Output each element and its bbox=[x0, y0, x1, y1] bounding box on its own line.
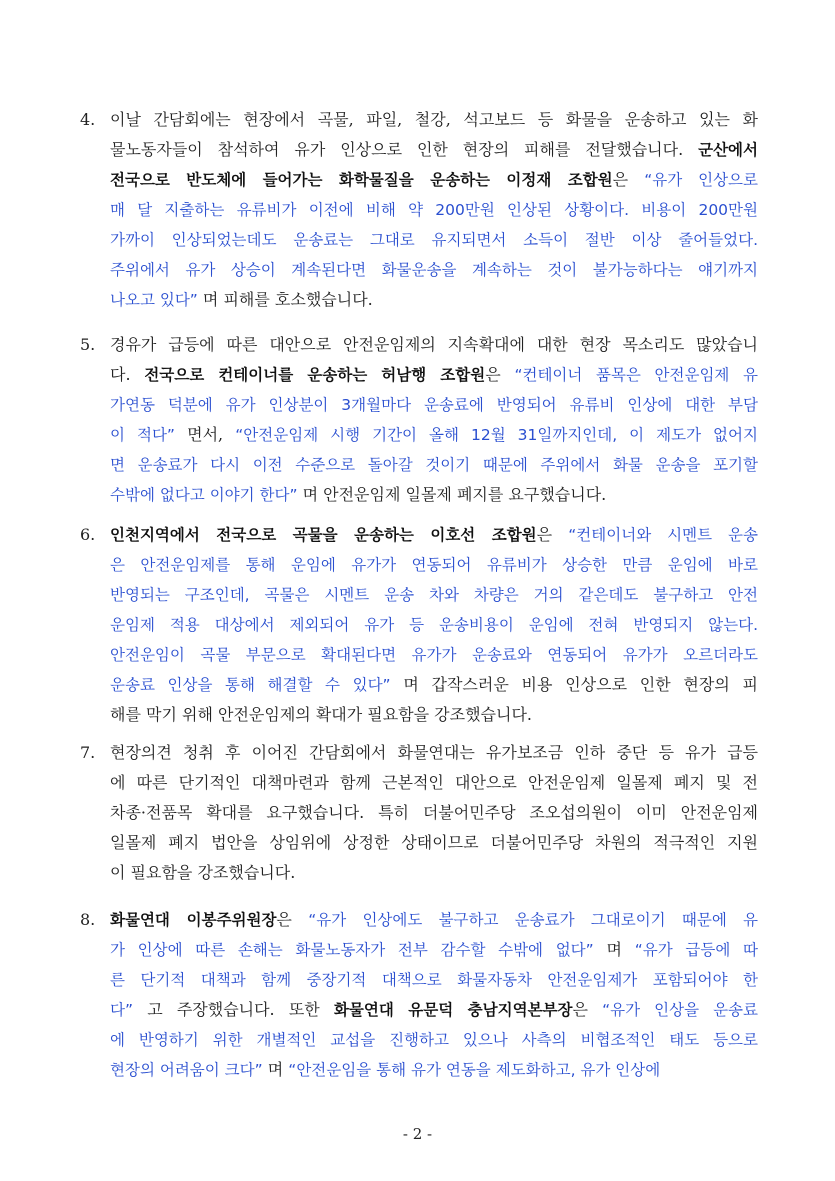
quote-text: 면 운송료가 다시 이전 수준으로 돌아갈 것이기 때문에 주위에서 화물 운송을 포기할 bbox=[110, 456, 758, 474]
body-text: 며 갑작스러운 비용 인상으로 인한 현장의 피 bbox=[390, 675, 758, 694]
body-text: 차종·전품목 확대를 요구했습니다. 특히 더불어민주당 조오섭의원이 이미 안전운임제 bbox=[110, 803, 758, 822]
text-line bbox=[110, 255, 758, 285]
body-text: 물노동자들이 참석하여 유가 인상으로 인한 현장의 피해를 전달했습니다. bbox=[110, 140, 699, 159]
text-line bbox=[110, 700, 758, 730]
quote-text: 가까이 인상되었는데도 운송료는 그대로 유지되면서 소득이 절반 이상 줄어들었다. bbox=[110, 231, 758, 249]
body-text: 며 피해를 호소했습니다. bbox=[197, 290, 373, 309]
quote-text: “컨테이너 품목은 안전운임제 유 bbox=[514, 366, 758, 384]
text-line bbox=[110, 330, 758, 360]
quote-text: 나오고 있다” bbox=[110, 291, 198, 309]
text-line bbox=[110, 965, 758, 995]
speaker-name: 인천지역에서 전국으로 곡물을 운송하는 이호선 조합원 bbox=[110, 526, 537, 544]
text-line bbox=[110, 225, 758, 255]
paragraph-number: 5. bbox=[80, 335, 96, 354]
quote-text: 은 안전운임제를 통해 운임에 유가가 연동되어 유류비가 상승한 만큼 운임에 바로 bbox=[110, 556, 758, 574]
body-text: 며 안전운임제 일몰제 폐지를 요구했습니다. bbox=[297, 485, 607, 504]
quote-text: 안전운임이 곡물 부문으로 확대된다면 유가가 운송료와 연동되어 유가가 오르더라도 bbox=[110, 646, 758, 664]
body-text: 경유가 급등에 따른 대안으로 안전운임제의 지속확대에 대한 현장 목소리도 많았습니 bbox=[110, 335, 758, 354]
text-line bbox=[110, 390, 758, 420]
body-text: 이날 간담회에는 현장에서 곡물, 파일, 철강, 석고보드 등 화물을 운송하고 있는 화 bbox=[110, 110, 758, 129]
quote-text: 수밖에 없다고 이야기 한다” bbox=[110, 486, 298, 504]
text-line bbox=[110, 450, 758, 480]
text-line bbox=[110, 935, 758, 965]
quote-text: 현장의 어려움이 크다” bbox=[110, 1061, 263, 1079]
text-line bbox=[110, 165, 758, 195]
speaker-name: 전국으로 반도체에 들어가는 화학물질을 운송하는 이정재 조합원 bbox=[110, 171, 613, 189]
page-number: - 2 - bbox=[402, 1125, 433, 1143]
quote-text: 가연동 덕분에 유가 인상분이 3개월마다 운송료에 반영되어 유류비 인상에 대한 부담 bbox=[110, 396, 758, 414]
quote-text: 에 반영하기 위한 개별적인 교섭을 진행하고 있으나 사측의 비협조적인 태도 등으로 bbox=[110, 1031, 758, 1049]
speaker-name: 군산에서 bbox=[698, 141, 758, 159]
body-text: 면서, bbox=[174, 425, 236, 444]
body-text: 고 주장했습니다. 또한 bbox=[133, 1000, 334, 1019]
text-line bbox=[110, 905, 758, 935]
body-text: 이 필요함을 강조했습니다. bbox=[110, 863, 296, 882]
text-line bbox=[110, 798, 758, 828]
body-text: 해를 막기 위해 안전운임제의 확대가 필요함을 강조했습니다. bbox=[110, 705, 533, 724]
text-line bbox=[110, 420, 758, 450]
body-text: 은 bbox=[485, 365, 515, 384]
quote-text: 반영되는 구조인데, 곡물은 시멘트 운송 차와 차량은 거의 같은데도 불구하고 안전 bbox=[110, 586, 758, 604]
quote-text: “유가 인상을 운송료 bbox=[602, 1001, 758, 1019]
text-line bbox=[110, 610, 758, 640]
body-text: 은 bbox=[276, 910, 309, 929]
body-text: 은 bbox=[612, 170, 645, 189]
speaker-name: 화물연대 이봉주위원장 bbox=[110, 911, 277, 929]
text-line bbox=[110, 285, 758, 315]
text-line bbox=[110, 828, 758, 858]
body-text: 은 bbox=[572, 1000, 603, 1019]
paragraph-number: 4. bbox=[80, 110, 96, 129]
speaker-name: 전국으로 컨테이너를 운송하는 허남행 조합원 bbox=[144, 366, 486, 384]
text-line bbox=[110, 580, 758, 610]
text-line bbox=[110, 768, 758, 798]
quote-text: “유가 인상에도 불구하고 운송료가 그대로이기 때문에 유 bbox=[308, 911, 758, 929]
text-line bbox=[110, 738, 758, 768]
speaker-name: 화물연대 유문덕 충남지역본부장 bbox=[333, 1001, 573, 1019]
quote-text: 매 달 지출하는 유류비가 이전에 비해 약 200만원 인상된 상황이다. 비용이 200만원 bbox=[110, 201, 758, 219]
quote-text: 운송료 인상을 통해 해결할 수 있다” bbox=[110, 676, 391, 694]
body-text: 다. bbox=[110, 365, 145, 384]
paragraph-number: 6. bbox=[80, 525, 96, 544]
text-line bbox=[110, 670, 758, 700]
text-line bbox=[110, 1025, 758, 1055]
body-text: 에 따른 단기적인 대책마련과 함께 근본적인 대안으로 안전운임제 일몰제 폐지 및 전 bbox=[110, 773, 758, 792]
quote-text: “안전운임제 시행 기간이 올해 12월 31일까지인데, 이 제도가 없어지 bbox=[235, 426, 758, 444]
quote-text: 가 인상에 따른 손해는 화물노동자가 전부 감수할 수밖에 없다” bbox=[110, 941, 594, 959]
quote-text: “유가 인상으로 bbox=[644, 171, 758, 189]
text-line bbox=[110, 360, 758, 390]
quote-text: “유가 급등에 따 bbox=[634, 941, 758, 959]
body-text: 며 bbox=[262, 1060, 289, 1079]
quote-text: 다” bbox=[110, 1001, 134, 1019]
quote-text: “컨테이너와 시멘트 운송 bbox=[568, 526, 758, 544]
paragraph-number: 7. bbox=[80, 743, 96, 762]
quote-text: “안전운임을 통해 유가 연동을 제도화하고, 유가 인상에 bbox=[288, 1061, 661, 1079]
quote-text: 운임제 적용 대상에서 제외되어 유가 등 운송비용이 운임에 전혀 반영되지 않는다. bbox=[110, 616, 758, 634]
body-text: 은 bbox=[536, 525, 569, 544]
text-line bbox=[110, 858, 758, 888]
quote-text: 른 단기적 대책과 함께 중장기적 대책으로 화물자동차 안전운임제가 포함되어야 한 bbox=[110, 971, 758, 989]
quote-text: 주위에서 유가 상승이 계속된다면 화물운송을 계속하는 것이 불가능하다는 얘기까지 bbox=[110, 261, 758, 279]
text-line bbox=[110, 995, 758, 1025]
body-text: 일몰제 폐지 법안을 상임위에 상정한 상태이므로 더불어민주당 차원의 적극적인 지원 bbox=[110, 833, 758, 852]
text-line bbox=[110, 195, 758, 225]
text-line bbox=[110, 520, 758, 550]
paragraph-number: 8. bbox=[80, 910, 96, 929]
text-line bbox=[110, 640, 758, 670]
text-line bbox=[110, 480, 758, 510]
text-line bbox=[110, 550, 758, 580]
text-line bbox=[110, 135, 758, 165]
body-text: 며 bbox=[593, 940, 635, 959]
text-line bbox=[110, 1055, 758, 1085]
quote-text: 이 적다” bbox=[110, 426, 175, 444]
text-line bbox=[110, 105, 758, 135]
body-text: 현장의견 청취 후 이어진 간담회에서 화물연대는 유가보조금 인하 중단 등 유가 급등 bbox=[110, 743, 758, 762]
